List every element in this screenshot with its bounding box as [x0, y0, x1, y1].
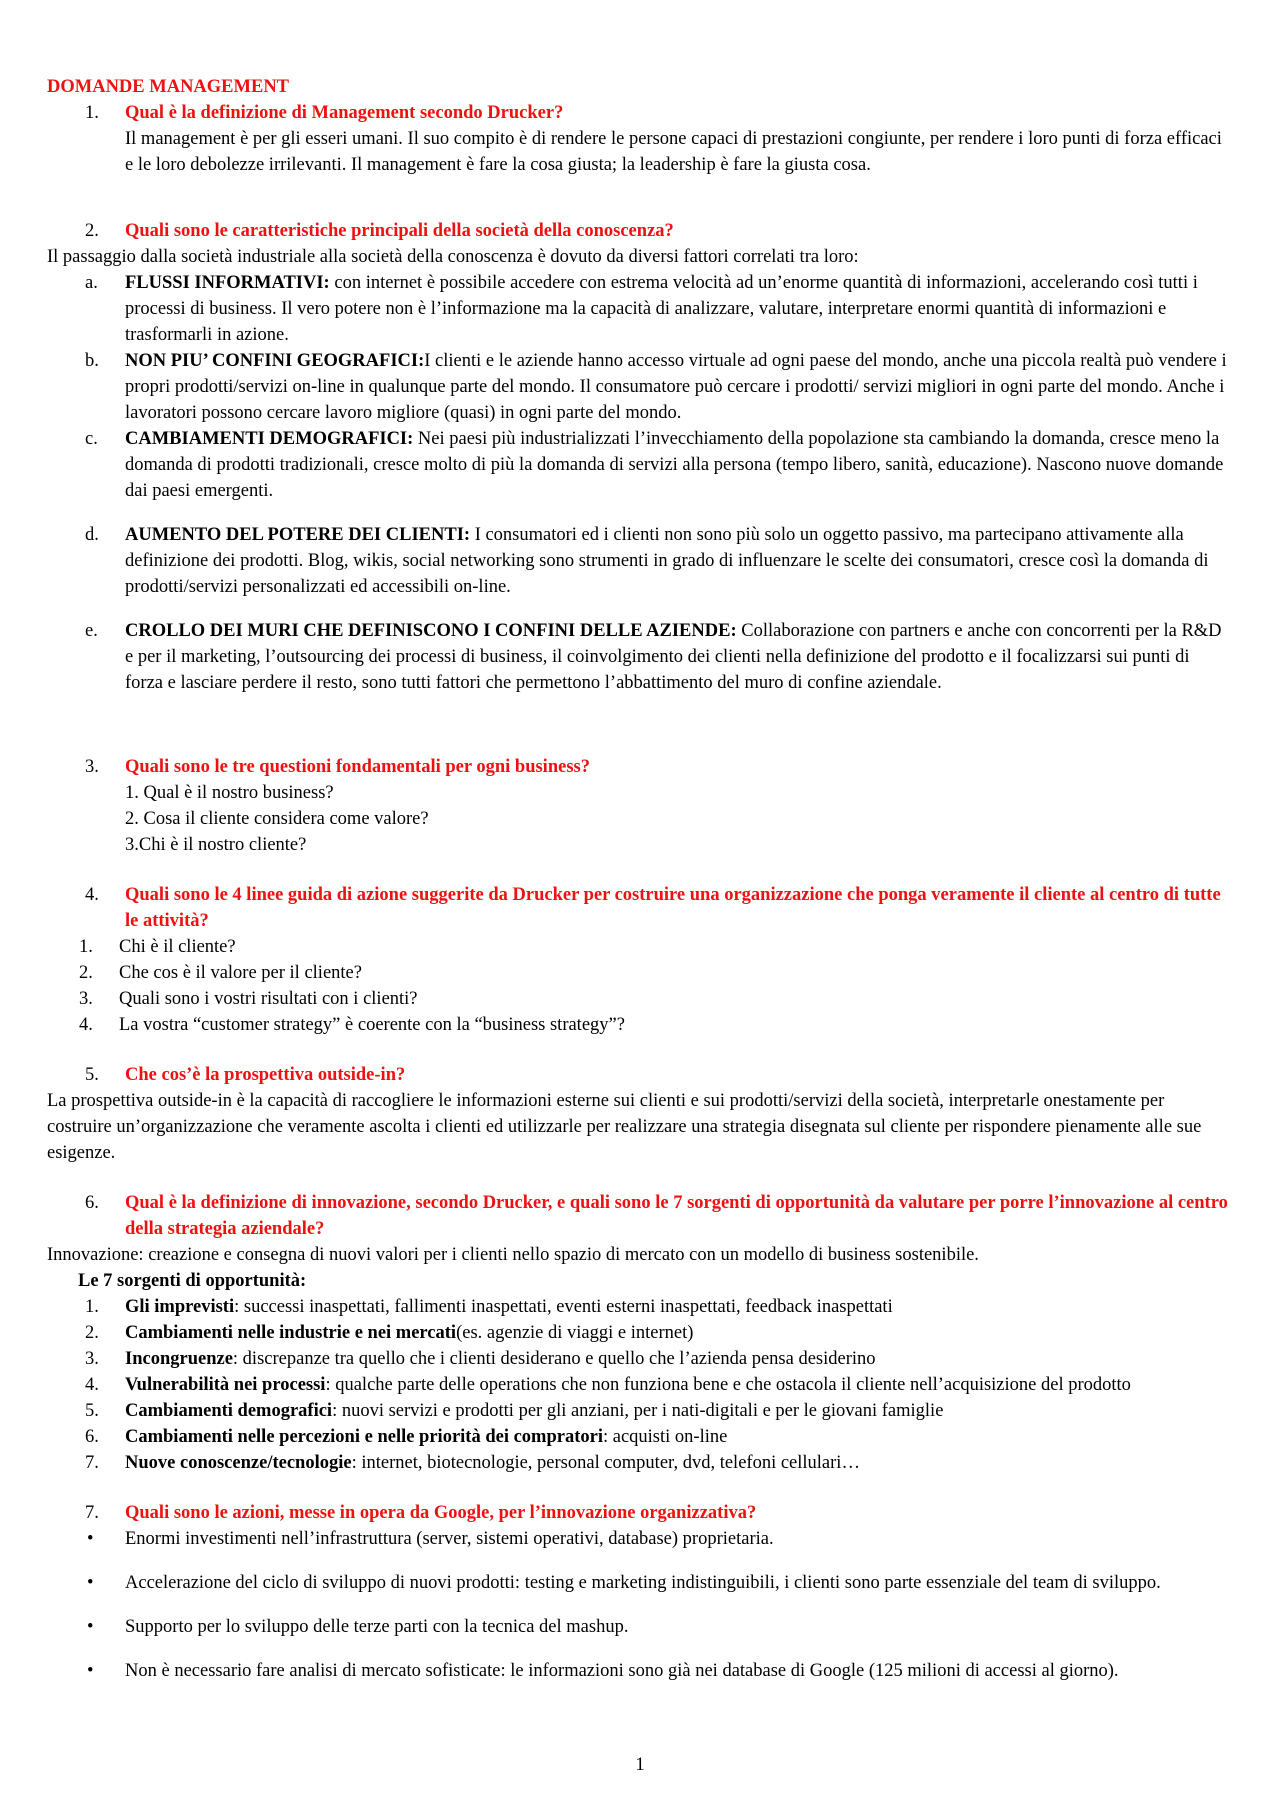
- list-item: [47, 270, 1232, 348]
- item-text: Nei paesi più industrializzati l’invecchiamento della popolazione sta cambiando la domanda, cresce meno la domanda di prodotti tradizionali, cresce molto di più la domanda di servizi alla persona (tempo libero, sanità, educazione). Nascono nuove domande dai paesi emergenti.: [125, 429, 1224, 501]
- question-7: [47, 1500, 1232, 1526]
- item-text: (es. agenzie di viaggi e internet): [456, 1323, 694, 1343]
- question-3: [47, 754, 1232, 780]
- list-label: d.: [85, 525, 99, 545]
- question-text: Che cos’è la prospettiva outside-in?: [125, 1065, 406, 1085]
- list-item: [47, 1424, 1232, 1450]
- item-heading: Gli imprevisti: [125, 1297, 235, 1317]
- question-2: [47, 218, 1232, 244]
- item-heading: Cambiamenti nelle industrie e nei mercati: [125, 1323, 457, 1343]
- list-label: 1.: [85, 1297, 99, 1317]
- list-item: [47, 618, 1232, 696]
- question-6: [47, 1190, 1232, 1242]
- list-item: [47, 348, 1232, 426]
- list-label: 4.: [79, 1015, 93, 1035]
- question-text: Quali sono le caratteristiche principali della società della conoscenza?: [125, 221, 674, 241]
- list-label: 6.: [85, 1427, 99, 1447]
- question-number: 6.: [85, 1193, 99, 1213]
- answer-5: La prospettiva outside-in è la capacità di raccogliere le informazioni esterne sui clienti e sui prodotti/servizi della società, interpretarle onestamente per costruire un’organizzazione che veramente ascolta i clienti ed utilizzarle per realizzare una strategia disegnata sul cliente per rispondere pienamente alle sue esigenze.: [47, 1091, 1202, 1163]
- item-text: Chi è il cliente?: [119, 937, 236, 957]
- document-title: DOMANDE MANAGEMENT: [47, 77, 290, 97]
- list-item: [47, 986, 1232, 1012]
- item-text: Enormi investimenti nell’infrastruttura (server, sistemi operativi, database) proprietaria.: [125, 1529, 774, 1549]
- question-text: Qual è la definizione di Management secondo Drucker?: [125, 103, 564, 123]
- item-heading: CROLLO DEI MURI CHE DEFINISCONO I CONFINI DELLE AZIENDE:: [125, 621, 737, 641]
- item-text: : qualche parte delle operations che non funziona bene e che ostacola il cliente nell’acquisizione del prodotto: [325, 1375, 1131, 1395]
- item-text: I clienti e le aziende hanno accesso virtuale ad ogni paese del mondo, anche una piccola realtà può vendere i propri prodotti/servizi on-line in qualunque parte del mondo. Il consumatore può cercare i prodotti/ servizi migliori in ogni parte del mondo. Anche i lavoratori possono cercare lavoro migliore (quasi) in ogni parte del mondo.: [125, 351, 1227, 423]
- list-label: 3.: [85, 1349, 99, 1369]
- question-text: Quali sono le 4 linee guida di azione suggerite da Drucker per costruire una organizzazione che ponga veramente il cliente al centro di tutte le attività?: [125, 885, 1221, 931]
- list-label: c.: [85, 429, 98, 449]
- item-text: : discrepanze tra quello che i clienti desiderano e quello che l’azienda pensa desiderino: [232, 1349, 876, 1369]
- bullet-item: [47, 1526, 1232, 1552]
- list-item: [47, 1294, 1232, 1320]
- answer-3-line: 1. Qual è il nostro business?: [125, 783, 334, 803]
- sources-subtitle: Le 7 sorgenti di opportunità:: [78, 1271, 307, 1291]
- question-number: 1.: [85, 103, 99, 123]
- item-heading: AUMENTO DEL POTERE DEI CLIENTI:: [125, 525, 471, 545]
- bullet-icon: •: [87, 1573, 94, 1593]
- list-item: [47, 1012, 1232, 1038]
- answer-1: Il management è per gli esseri umani. Il suo compito è di rendere le persone capaci di prestazioni congiunte, per rendere i loro punti di forza efficaci e le loro debolezze irrilevanti. Il management è fare la cosa giusta; la leadership è fare la giusta cosa.: [125, 129, 1222, 175]
- item-heading: FLUSSI INFORMATIVI:: [125, 273, 330, 293]
- item-heading: Vulnerabilità nei processi: [125, 1375, 326, 1395]
- list-item: [47, 1398, 1232, 1424]
- question-1: [47, 100, 1232, 126]
- bullet-icon: •: [87, 1617, 94, 1637]
- list-label: 1.: [79, 937, 93, 957]
- item-text: : nuovi servizi e prodotti per gli anziani, per i nati-digitali e per le giovani famiglie: [332, 1401, 944, 1421]
- question-number: 4.: [85, 885, 99, 905]
- question-text: Qual è la definizione di innovazione, secondo Drucker, e quali sono le 7 sorgenti di opportunità da valutare per porre l’innovazione al centro della strategia aziendale?: [125, 1193, 1228, 1239]
- list-label: 2.: [79, 963, 93, 983]
- item-heading: Cambiamenti demografici: [125, 1401, 333, 1421]
- bullet-icon: •: [87, 1529, 94, 1549]
- item-heading: CAMBIAMENTI DEMOGRAFICI:: [125, 429, 414, 449]
- item-text: Accelerazione del ciclo di sviluppo di nuovi prodotti: testing e marketing indistinguibili, i clienti sono parte essenziale del team di sviluppo.: [125, 1573, 1161, 1593]
- item-heading: Incongruenze: [125, 1349, 233, 1369]
- item-text: Collaborazione con partners e anche con concorrenti per la R&D e per il marketing, l’outsourcing dei processi di business, il coinvolgimento dei clienti nella definizione del prodotto e il focalizzarsi sui punti di forza e lasciare perdere il resto, sono tutti fattori che permettono l’abbattimento del muro di confine aziendale.: [125, 621, 1222, 693]
- answer-3-line: 2. Cosa il cliente considera come valore?: [125, 809, 429, 829]
- bullet-item: [47, 1570, 1232, 1596]
- question-text: Quali sono le azioni, messe in opera da Google, per l’innovazione organizzativa?: [125, 1503, 757, 1523]
- answer-2-intro: Il passaggio dalla società industriale alla società della conoscenza è dovuto da diversi fattori correlati tra loro:: [47, 247, 859, 267]
- answer-3-line: 3.Chi è il nostro cliente?: [125, 835, 307, 855]
- bullet-item: [47, 1614, 1232, 1640]
- bullet-item: [47, 1658, 1232, 1684]
- question-5: [47, 1062, 1232, 1088]
- list-label: 2.: [85, 1323, 99, 1343]
- item-heading: Cambiamenti nelle percezioni e nelle priorità dei compratori: [125, 1427, 603, 1447]
- list-label: 5.: [85, 1401, 99, 1421]
- question-number: 5.: [85, 1065, 99, 1085]
- item-text: con internet è possibile accedere con estrema velocità ad un’enorme quantità di informazioni, accelerando così tutti i processi di business. Il vero potere non è l’informazione ma la capacità di analizzare, valutare, interpretare enormi quantità di informazioni e trasformarli in azione.: [125, 273, 1198, 345]
- list-label: e.: [85, 621, 98, 641]
- list-item: [47, 1372, 1232, 1398]
- list-item: [47, 522, 1232, 600]
- list-item: [47, 1346, 1232, 1372]
- item-text: Non è necessario fare analisi di mercato sofisticate: le informazioni sono già nei database di Google (125 milioni di accessi al giorno).: [125, 1661, 1119, 1681]
- question-number: 7.: [85, 1503, 99, 1523]
- list-label: 4.: [85, 1375, 99, 1395]
- list-item: [47, 960, 1232, 986]
- item-text: : internet, biotecnologie, personal computer, dvd, telefoni cellulari…: [351, 1453, 860, 1473]
- list-item: [47, 426, 1232, 504]
- page-number: 1: [635, 1755, 645, 1775]
- innovation-definition: Innovazione: creazione e consegna di nuovi valori per i clienti nello spazio di mercato con un modello di business sostenibile.: [47, 1245, 979, 1265]
- item-text: : successi inaspettati, fallimenti inaspettati, eventi esterni inaspettati, feedback inaspettati: [234, 1297, 893, 1317]
- item-text: Supporto per lo sviluppo delle terze parti con la tecnica del mashup.: [125, 1617, 629, 1637]
- item-text: I consumatori ed i clienti non sono più solo un oggetto passivo, ma partecipano attivamente alla definizione dei prodotti. Blog, wikis, social networking sono strumenti in grado di influenzare le scelte dei consumatori, cresce così la domanda di prodotti/servizi personalizzati ed accessibili on-line.: [125, 525, 1209, 597]
- item-text: Che cos è il valore per il cliente?: [119, 963, 362, 983]
- item-text: Quali sono i vostri risultati con i clienti?: [119, 989, 418, 1009]
- question-4: [47, 882, 1232, 934]
- list-item: [47, 1450, 1232, 1476]
- list-item: [47, 1320, 1232, 1346]
- bullet-icon: •: [87, 1661, 94, 1681]
- item-text: : acquisti on-line: [602, 1427, 728, 1447]
- list-item: [47, 934, 1232, 960]
- list-label: b.: [85, 351, 99, 371]
- question-text: Quali sono le tre questioni fondamentali per ogni business?: [125, 757, 590, 777]
- list-label: 3.: [79, 989, 93, 1009]
- item-text: La vostra “customer strategy” è coerente con la “business strategy”?: [119, 1015, 625, 1035]
- question-number: 3.: [85, 757, 99, 777]
- item-heading: NON PIU’ CONFINI GEOGRAFICI:: [125, 351, 425, 371]
- item-heading: Nuove conoscenze/tecnologie: [125, 1453, 352, 1473]
- list-label: 7.: [85, 1453, 99, 1473]
- question-number: 2.: [85, 221, 99, 241]
- list-label: a.: [85, 273, 98, 293]
